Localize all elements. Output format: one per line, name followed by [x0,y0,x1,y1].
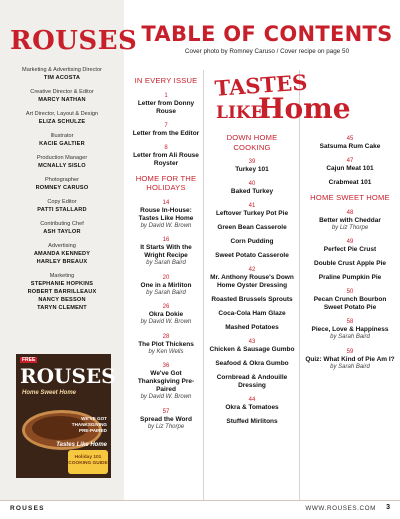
toc-entry[interactable] [304,260,396,268]
staff-name: PATTI STALLARD [37,207,87,213]
toc-entry[interactable] [132,408,200,432]
entry-title: Okra & Tomatoes [225,404,279,411]
entry-byline: by Ken Wells [148,348,184,355]
staff-name: HARLEY BREAUX [36,259,88,265]
entry-page-number: 44 [248,397,256,403]
footer-brand: ROUSES [10,505,45,512]
entry-byline: by Sarah Baird [330,363,370,370]
masthead-sidebar [0,0,138,500]
staff-name: MCNALLY SISLO [38,163,86,169]
toc-entry[interactable] [304,238,396,254]
cover-credit: Cover photo by Romney Caruso / Cover recipe on page 50 [184,48,350,55]
staff-name: KACIE GALTIER [39,141,85,147]
toc-entry[interactable] [304,274,396,282]
entry-title: Roasted Brussels Sprouts [211,296,293,303]
toc-entry[interactable] [132,122,200,138]
toc-entry[interactable] [304,209,396,233]
entry-title: The Plot Thickens [138,340,194,348]
entry-page-number: 36 [162,363,170,369]
entry-title: Green Bean Casserole [217,224,287,231]
entry-title: Sweet Potato Casserole [215,252,289,259]
entry-title: Coca-Cola Ham Glaze [218,310,286,317]
toc-entry[interactable] [208,418,296,426]
staff-name: NANCY BESSON [38,297,86,303]
staff-group [4,198,120,214]
entry-byline: by Sarah Baird [330,334,370,340]
section-heading: IN EVERY ISSUE [134,76,198,85]
entry-title: Corn Pudding [230,238,274,245]
entry-page-number: 40 [248,181,256,187]
staff-name: TIM ACOSTA [43,75,81,81]
logo-word-tastes: TASTES [213,69,309,101]
entry-page-number: 59 [346,348,354,355]
staff-group [4,66,120,82]
entry-title: Pecan Crunch Bourbon Sweet Potato Pie [313,296,387,311]
staff-name: TARYN CLEMENT [37,305,87,311]
entry-page-number: 28 [162,333,170,340]
staff-group [4,220,120,236]
toc-entry[interactable] [132,199,200,231]
toc-entry[interactable] [208,374,296,390]
toc-column-2 [208,133,296,432]
entry-page-number: 39 [248,159,256,165]
toc-entry[interactable] [208,158,296,174]
entry-title: Letter from Donny Rouse [137,99,195,115]
entry-page-number: 47 [346,158,354,164]
toc-entry[interactable] [208,338,296,354]
toc-column-3 [304,135,396,377]
footer-rule [0,500,400,501]
entry-title: Crabmeat 101 [328,179,372,186]
footer-url[interactable]: WWW.ROUSES.COM [305,505,376,512]
entry-page-number: 20 [162,274,170,281]
page-number: 3 [386,504,390,511]
toc-column-1 [132,76,200,437]
entry-page-number: 58 [346,319,354,325]
entry-title: Okra Dokie [148,311,184,318]
entry-title: Turkey 101 [235,166,269,173]
entry-page-number: 57 [162,408,170,415]
entry-page-number: 42 [248,267,256,273]
entry-title: Rouse In-House: Tastes Like Home [138,206,194,222]
entry-page-number: 45 [346,136,354,142]
toc-entry[interactable] [208,238,296,246]
entry-page-number: 1 [164,92,168,99]
entry-title: Praline Pumpkin Pie [318,274,382,281]
toc-entry[interactable] [304,348,396,372]
entry-page-number: 49 [346,239,354,245]
entry-title: Piece, Love & Happiness [311,326,389,333]
toc-entry[interactable] [132,236,200,268]
column-divider [299,70,300,500]
toc-entry[interactable] [208,396,296,412]
toc-entry[interactable] [208,310,296,318]
toc-entry[interactable] [208,360,296,368]
staff-role: Production Manager [36,155,88,161]
entry-byline: by David W. Brown [140,394,192,400]
entry-byline: by Sarah Baird [146,260,186,266]
entry-page-number: 16 [162,237,170,243]
staff-group [4,110,120,126]
cover-free-badge: FREE [22,357,36,363]
section-heading: HOME FOR THE HOLIDAYS [135,173,197,192]
entry-title: Letter from the Editor [132,129,200,137]
entry-title: Letter from Ali Rouse Royster [133,151,199,167]
entry-byline: by David W. Brown [140,319,192,325]
staff-role: Advertising [48,243,76,249]
entry-title: We've Got Thanksgiving Pre-Paired [137,370,195,393]
entry-title: Baked Turkey [230,188,274,195]
staff-role: Photographer [45,177,79,183]
entry-byline: by Liz Thorpe [147,423,185,430]
entry-title: Stuffed Mirlitons [226,418,278,425]
entry-title: Cornbread & Andouille Dressing [216,374,288,389]
toc-entry[interactable] [132,362,200,402]
staff-role: Marketing & Advertising Director [22,67,102,73]
staff-role: Art Director, Layout & Design [25,111,99,117]
staff-role: Marketing [49,273,75,279]
toc-entry[interactable] [304,157,396,173]
magazine-cover-thumbnail[interactable] [16,354,116,478]
entry-byline: by David W. Brown [140,222,192,229]
staff-group [4,132,120,148]
entry-title: Satsuma Rum Cake [319,143,381,150]
staff-group [4,242,120,266]
staff-group [4,88,120,104]
entry-title: Seafood & Okra Gumbo [215,360,289,367]
toc-entry[interactable] [132,333,200,357]
tastes-like-home-logo [212,69,351,125]
toc-entry[interactable] [304,288,396,312]
page-title: TABLE OF CONTENTS [141,22,393,46]
staff-group [4,272,120,312]
entry-title: Mashed Potatoes [225,324,279,331]
toc-entry[interactable] [208,324,296,332]
entry-page-number: 48 [346,209,354,216]
staff-role: Contributing Chef [40,221,84,227]
cover-logo: ROUSES [20,364,116,388]
cover-line: WE'VE GOT THANKSGIVING PRE-PAIRED [71,416,107,433]
toc-entry[interactable] [208,296,296,304]
staff-name: ELIZA SCHULZE [38,119,86,125]
entry-title: Cajun Meat 101 [326,165,374,172]
entry-title: Better with Cheddar [319,216,381,224]
entry-title: One in a Mirliton [140,281,192,289]
staff-group [4,176,120,192]
entry-title: Spread the Word [140,415,192,423]
entry-title: Perfect Pie Crust [323,246,377,253]
cover-tagline: Home Sweet Home [22,390,77,396]
entry-title: Double Crust Apple Pie [314,260,386,267]
toc-entry[interactable] [208,202,296,218]
toc-entry[interactable] [208,266,296,290]
section-heading: DOWN HOME COOKING [226,133,278,152]
staff-name: STEPHANIE HOPKINS [30,281,94,287]
staff-group [4,154,120,170]
cover-cooking-guide-badge: Holiday 101 COOKING GUIDE [68,450,108,474]
staff-name: ASH TAYLOR [43,229,81,235]
staff-name: MARCY NATHAN [38,97,86,103]
cover-tastes-like-home: Tastes Like Home [56,442,107,448]
toc-entry[interactable] [132,303,200,327]
entry-page-number: 8 [164,144,168,151]
entry-page-number: 50 [346,289,354,295]
entry-page-number: 43 [248,339,256,345]
entry-page-number: 41 [248,203,256,209]
toc-entry[interactable] [304,135,396,151]
toc-entry[interactable] [132,144,200,168]
staff-role: Copy Editor [47,199,77,205]
toc-entry[interactable] [208,224,296,232]
entry-title: It Starts With the Wright Recipe [140,244,192,259]
entry-page-number: 7 [164,122,168,129]
entry-page-number: 14 [162,199,170,206]
entry-title: Quiz: What Kind of Pie Am I? [305,355,395,363]
entry-byline: by Sarah Baird [146,289,186,296]
entry-page-number: 26 [162,304,170,310]
column-divider [203,70,204,500]
toc-entry[interactable] [304,179,396,187]
toc-entry[interactable] [208,252,296,260]
entry-title: Mr. Anthony Rouse's Down Home Oyster Dressing [210,274,294,289]
staff-role: Illustrator [50,133,74,139]
toc-entry[interactable] [132,274,200,298]
toc-entry[interactable] [304,318,396,342]
toc-entry[interactable] [208,180,296,196]
rouses-logo: ROUSES [10,26,138,56]
staff-name: AMANDA KENNEDY [33,251,91,257]
logo-word-home: Home [258,92,351,125]
staff-list [4,66,120,318]
toc-entry[interactable] [132,92,200,116]
entry-title: Chicken & Sausage Gumbo [209,346,295,353]
section-heading: HOME SWEET HOME [310,193,390,202]
staff-name: ROMNEY CARUSO [35,185,89,191]
entry-byline: by Liz Thorpe [331,224,369,231]
logo-word-like: LIKE [216,103,264,123]
entry-title: Leftover Turkey Pot Pie [215,210,289,217]
staff-role: Creative Director & Editor [30,89,94,95]
staff-name: ROBERT BARRILLEAUX [27,289,97,295]
